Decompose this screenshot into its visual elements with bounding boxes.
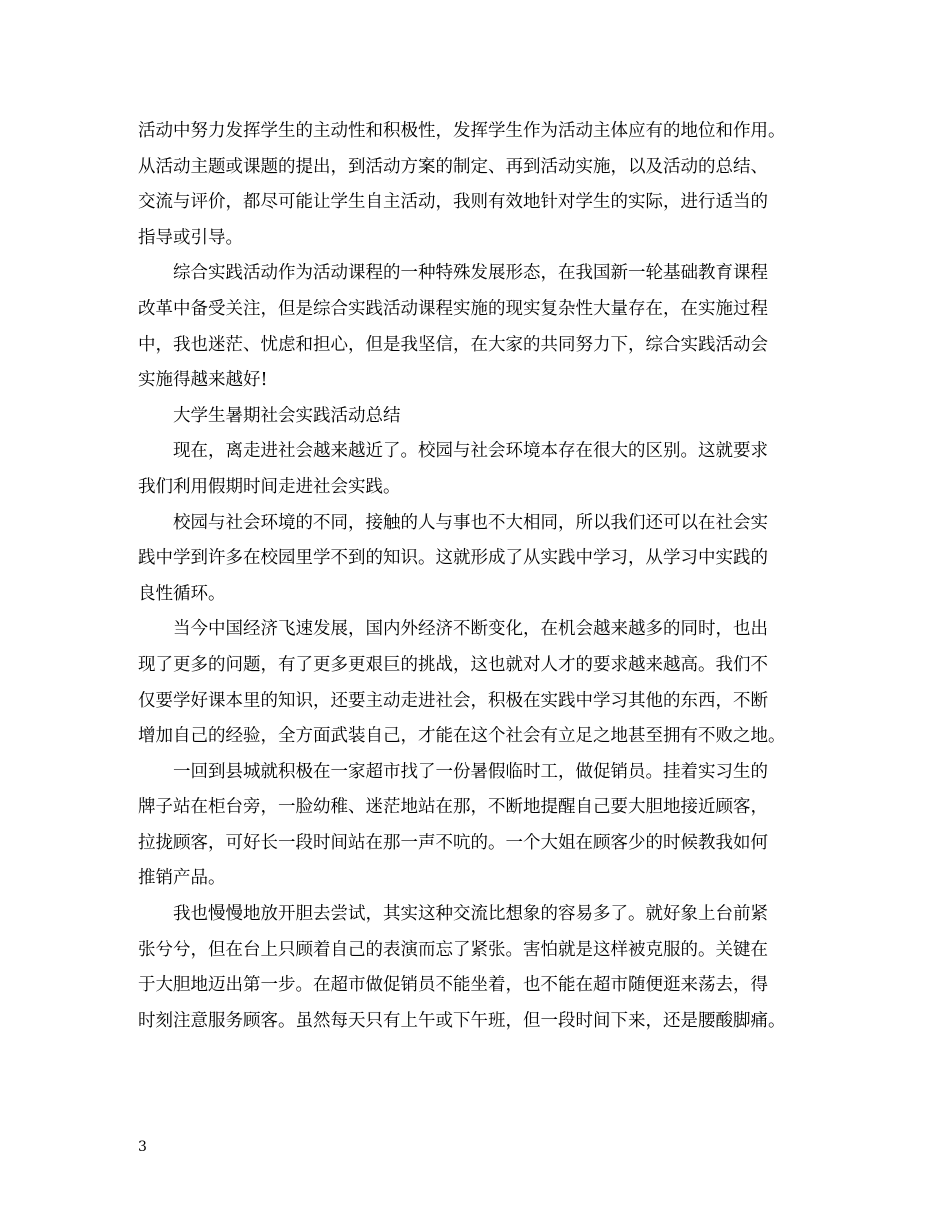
text-line: 校园与社会环境的不同，接触的人与事也不大相同，所以我们还可以在社会实 [173, 512, 768, 533]
text-line: 一回到县城就积极在一家超市找了一份暑假临时工，做促销员。挂着实习生的 [173, 761, 768, 782]
page-number: 3 [138, 1139, 147, 1155]
text-line: 增加自己的经验，全方面武装自己，才能在这个社会有立足之地甚至拥有不败之地。 [138, 726, 786, 747]
text-line: 践中学到许多在校园里学不到的知识。这就形成了从实践中学习，从学习中实践的 [138, 548, 768, 569]
text-line: 交流与评价，都尽可能让学生自主活动，我则有效地针对学生的实际，进行适当的 [138, 192, 768, 213]
text-line: 我们利用假期时间走进社会实践。 [138, 476, 401, 497]
body-text [138, 114, 818, 1039]
text-line: 良性循环。 [138, 583, 226, 604]
text-line: 实施得越来越好! [138, 370, 268, 391]
text-line: 现了更多的问题，有了更多更艰巨的挑战，这也就对人才的要求越来越高。我们不 [138, 654, 768, 675]
text-line: 拉拢顾客，可好长一段时间站在那一声不吭的。一个大姐在顾客少的时候教我如何 [138, 832, 768, 853]
text-line: 从活动主题或课题的提出，到活动方案的制定、再到活动实施，以及活动的总结、 [138, 156, 768, 177]
text-line: 指导或引导。 [138, 227, 243, 248]
text-line: 于大胆地迈出第一步。在超市做促销员不能坐着，也不能在超市随便逛来荡去，得 [138, 975, 768, 996]
text-line: 我也慢慢地放开胆去尝试，其实这种交流比想象的容易多了。就好象上台前紧 [173, 904, 768, 925]
text-line: 活动中努力发挥学生的主动性和积极性，发挥学生作为活动主体应有的地位和作用。 [138, 121, 786, 141]
text-line: 时刻注意服务顾客。虽然每天只有上午或下午班，但一段时间下来，还是腰酸脚痛。 [138, 1010, 786, 1031]
text-line: 推销产品。 [138, 868, 226, 889]
text-line: 张兮兮，但在台上只顾着自己的表演而忘了紧张。害怕就是这样被克服的。关键在 [138, 939, 768, 960]
text-line: 综合实践活动作为活动课程的一种特殊发展形态，在我国新一轮基础教育课程 [173, 263, 768, 284]
text-line: 现在，离走进社会越来越近了。校园与社会环境本存在很大的区别。这就要求 [173, 441, 768, 462]
text-line: 仅要学好课本里的知识，还要主动走进社会，积极在实践中学习其他的东西，不断 [138, 690, 768, 711]
section-heading: 大学生暑期社会实践活动总结 [173, 405, 401, 426]
text-line: 牌子站在柜台旁，一脸幼稚、迷茫地站在那，不断地提醒自己要大胆地接近顾客， [138, 797, 768, 818]
text-line: 改革中备受关注，但是综合实践活动课程实施的现实复杂性大量存在，在实施过程 [138, 298, 768, 319]
text-line: 中，我也迷茫、忧虑和担心，但是我坚信，在大家的共同努力下，综合实践活动会 [138, 334, 768, 355]
text-line: 当今中国经济飞速发展，国内外经济不断变化，在机会越来越多的同时，也出 [173, 619, 768, 640]
